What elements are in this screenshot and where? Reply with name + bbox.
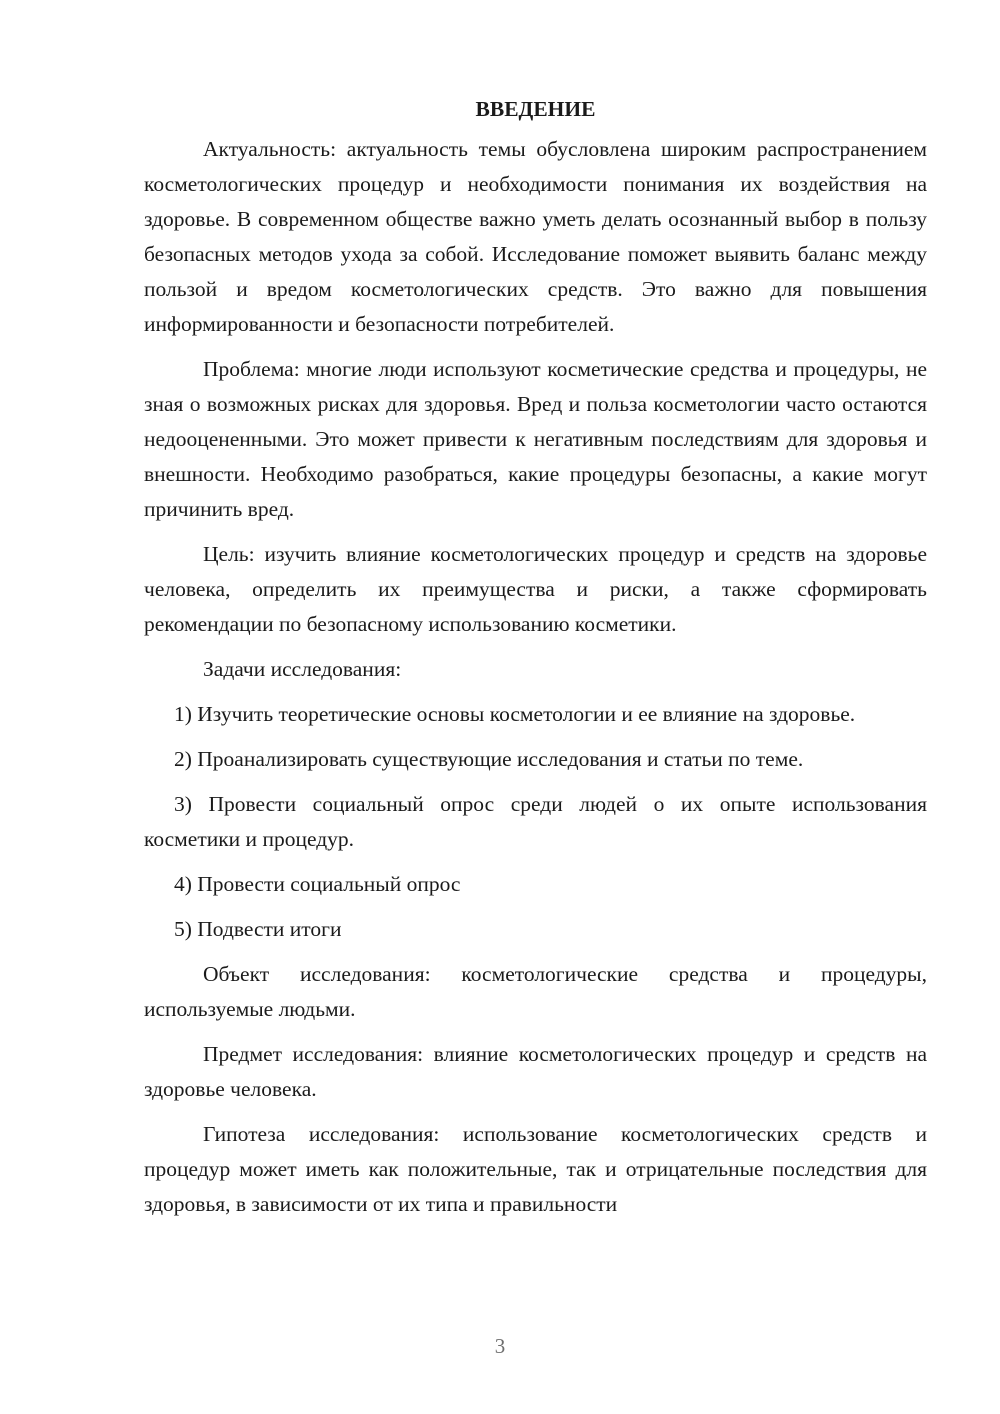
task-item: 4) Провести социальный опрос [174,872,461,896]
section-title: ВВЕДЕНИЕ [475,97,596,121]
page-content [144,92,927,1232]
problem-paragraph: Проблема: многие люди используют косметические средства и процедуры, не зная о возможных рисках для здоровья. Вред и польза косметологии часто остаются недооцененными. Это может привести к негативным последствиям для здоровья и внешности. Необходимо разобраться, какие процедуры безопасны, а какие могут причинить вред. [144,357,927,521]
hypothesis-paragraph: Гипотеза исследования: использование косметологических средств и процедур может иметь как положительные, так и отрицательные последствия для здоровья, в зависимости от их типа и правильности [144,1122,927,1216]
task-item: 3) Провести социальный опрос среди людей о их опыте использования косметики и процедур. [144,792,927,851]
relevance-paragraph: Актуальность: актуальность темы обусловлена широким распространением косметологических процедур и необходимости понимания их воздействия на здоровье. В современном обществе важно уметь делать осознанный выбор в пользу безопасных методов ухода за собой. Исследование поможет выявить баланс между пользой и вредом косметологических средств. Это важно для повышения информированности и безопасности потребителей. [144,137,927,336]
goal-paragraph: Цель: изучить влияние косметологических процедур и средств на здоровье человека, определить их преимущества и риски, а также сформировать рекомендации по безопасному использованию косметики. [144,542,927,636]
task-item: 1) Изучить теоретические основы косметологии и ее влияние на здоровье. [174,702,856,726]
subject-paragraph: Предмет исследования: влияние косметологических процедур и средств на здоровье человека. [144,1042,927,1101]
object-paragraph: Объект исследования: косметологические средства и процедуры, используемые людьми. [144,962,927,1021]
task-item: 2) Проанализировать существующие исследования и статьи по теме. [174,747,804,771]
tasks-heading: Задачи исследования: [203,657,402,681]
task-item: 5) Подвести итоги [174,917,342,941]
page-number: 3 [494,1334,506,1358]
